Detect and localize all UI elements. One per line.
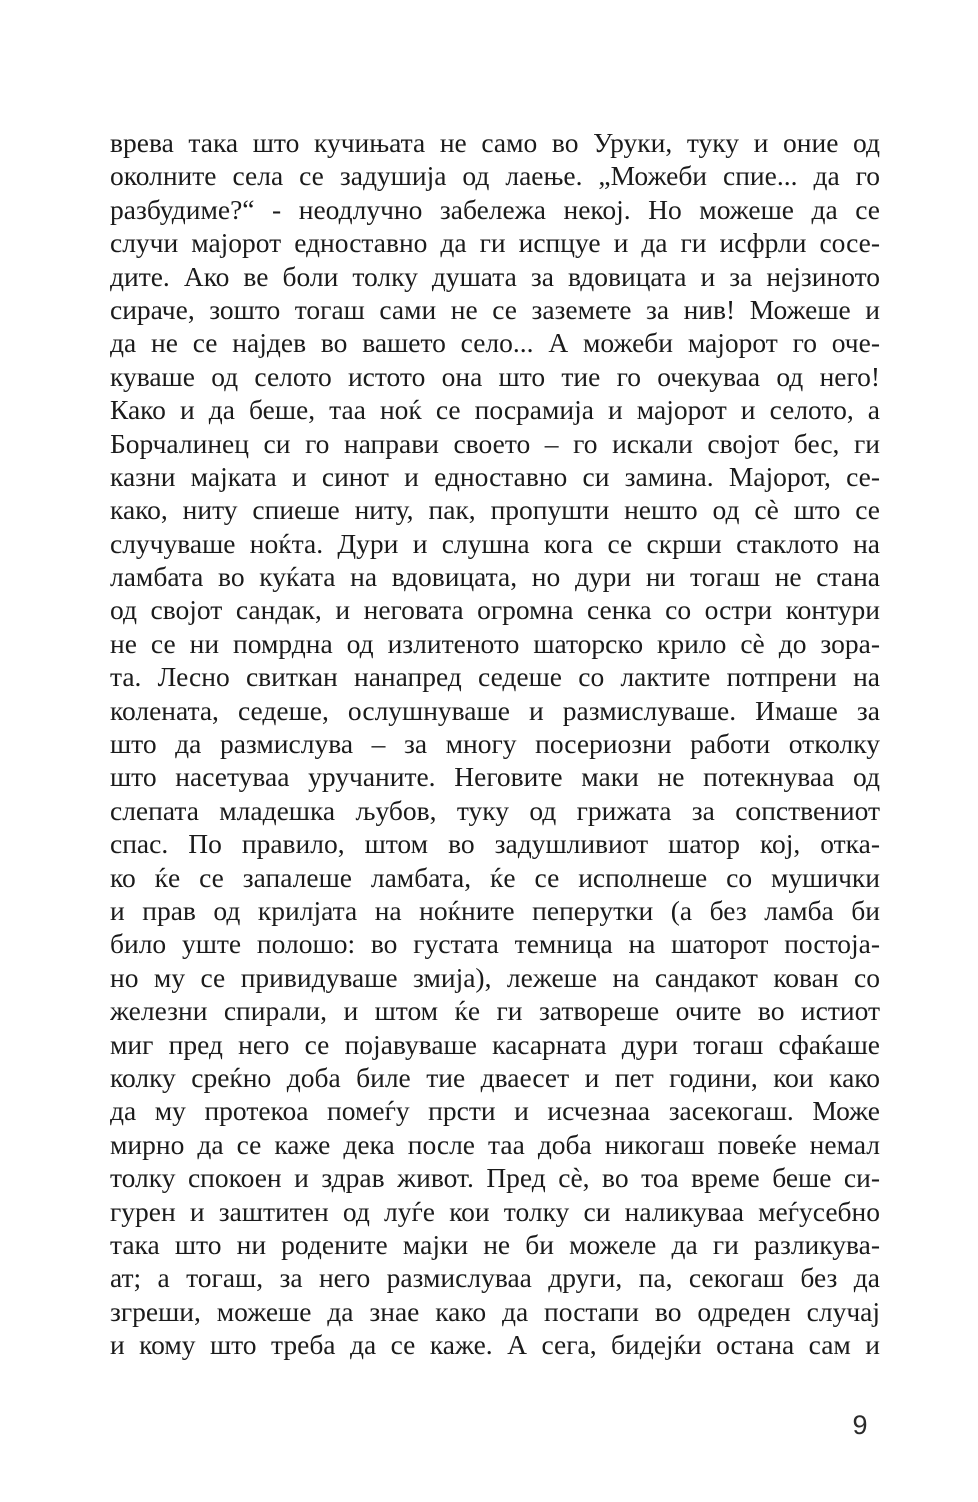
text-line: што да размислува – за многу посериозни работи отколку [110,728,880,760]
text-line: ламбата во куќата на вдовицата, но дури ни тогаш не стана [110,561,880,593]
text-line: сираче, зошто тогаш сами не се заземете за нив! Можеше и [110,293,880,325]
text-line: колената, седеше, ослушнуваше и размислуваше. Имаше за [110,694,880,726]
text-line: и кому што треба да се каже. А сега, бидејќи остана сам и [110,1329,880,1361]
text-line: згреши, можеше да знае како да постапи во одреден случај [110,1295,880,1327]
text-line: толку спокоен и здрав живот. Пред сè, во тоа време беше си- [110,1162,880,1194]
text-line: разбудиме?“ - неодлучно забележа некој. Но можеше да се [110,193,880,225]
text-block [110,126,880,1361]
text-line: та. Лесно свиткан нанапред седеше со лактите потпрени на [110,661,880,693]
text-line: Како и да беше, таа ноќ се посрамија и мајорот и селото, а [110,394,880,426]
text-line: како, ниту спиеше ниту, пак, пропушти нешто од сè што се [110,494,880,526]
text-line: што насетуваа уручаните. Неговите маки не потекнуваа од [110,761,880,793]
text-line: било уште полошо: во густата темница на шаторот постоја- [110,928,880,960]
text-line: случуваше ноќта. Дури и слушна кога се скрши стаклото на [110,527,880,559]
text-line: казни мајката и синот и едноставно си замина. Мајорот, се- [110,460,880,492]
text-line: гурен и заштитен од луѓе кои толку си наликуваа меѓусебно [110,1195,880,1227]
text-line: од својот сандак, и неговата огромна сенка со остри контури [110,594,880,626]
text-line: не се ни помрдна од излитеното шаторско крило сè до зора- [110,627,880,659]
text-line: слепата младешка љубов, туку од грижата за сопствениот [110,794,880,826]
text-line: да не се најдев во вашето село... А можеби мајорот го оче- [110,327,880,359]
text-line: и прав од крилјата на ноќните пеперутки (а без ламба би [110,894,880,926]
text-line: така што ни родените мајки не би можеле да ги разликува- [110,1228,880,1260]
page-number: 9 [852,1410,868,1440]
text-line: куваше од селото истото она што тие го очекуваа од него! [110,360,880,392]
text-line: миг пред него се појавуваше касарната дури тогаш сфаќаше [110,1028,880,1060]
text-line: колку среќно доба биле тие дваесет и пет години, кои како [110,1061,880,1093]
text-line: ат; а тогаш, за него размислуваа други, па, секогаш без да [110,1262,880,1294]
text-line: но му се привидуваше змија), лежеше на сандакот кован со [110,961,880,993]
text-line: Борчалинец си го направи своето – го искали својот бес, ги [110,427,880,459]
text-line: ко ќе се запалеше ламбата, ќе се исполнеше со мушички [110,861,880,893]
text-line: мирно да се каже дека после таа доба никогаш повеќе немал [110,1128,880,1160]
text-line: дите. Ако ве боли толку душата за вдовицата и за нејзиното [110,260,880,292]
text-line: да му протекоа помеѓу прсти и исчезнаа засекогаш. Може [110,1095,880,1127]
text-line: околните села се задушија од лаење. „Можеби спие... да го [110,160,880,192]
text-line: спас. По правило, штом во задушливиот шатор кој, отка- [110,828,880,860]
text-line: железни спирали, и штом ќе ги затвореше очите во истиот [110,995,880,1027]
text-line: случи мајорот едноставно да ги испцуе и да ги исфрли сосе- [110,227,880,259]
text-line: врева така што кучињата не само во Уруки, туку и оние од [110,127,880,158]
